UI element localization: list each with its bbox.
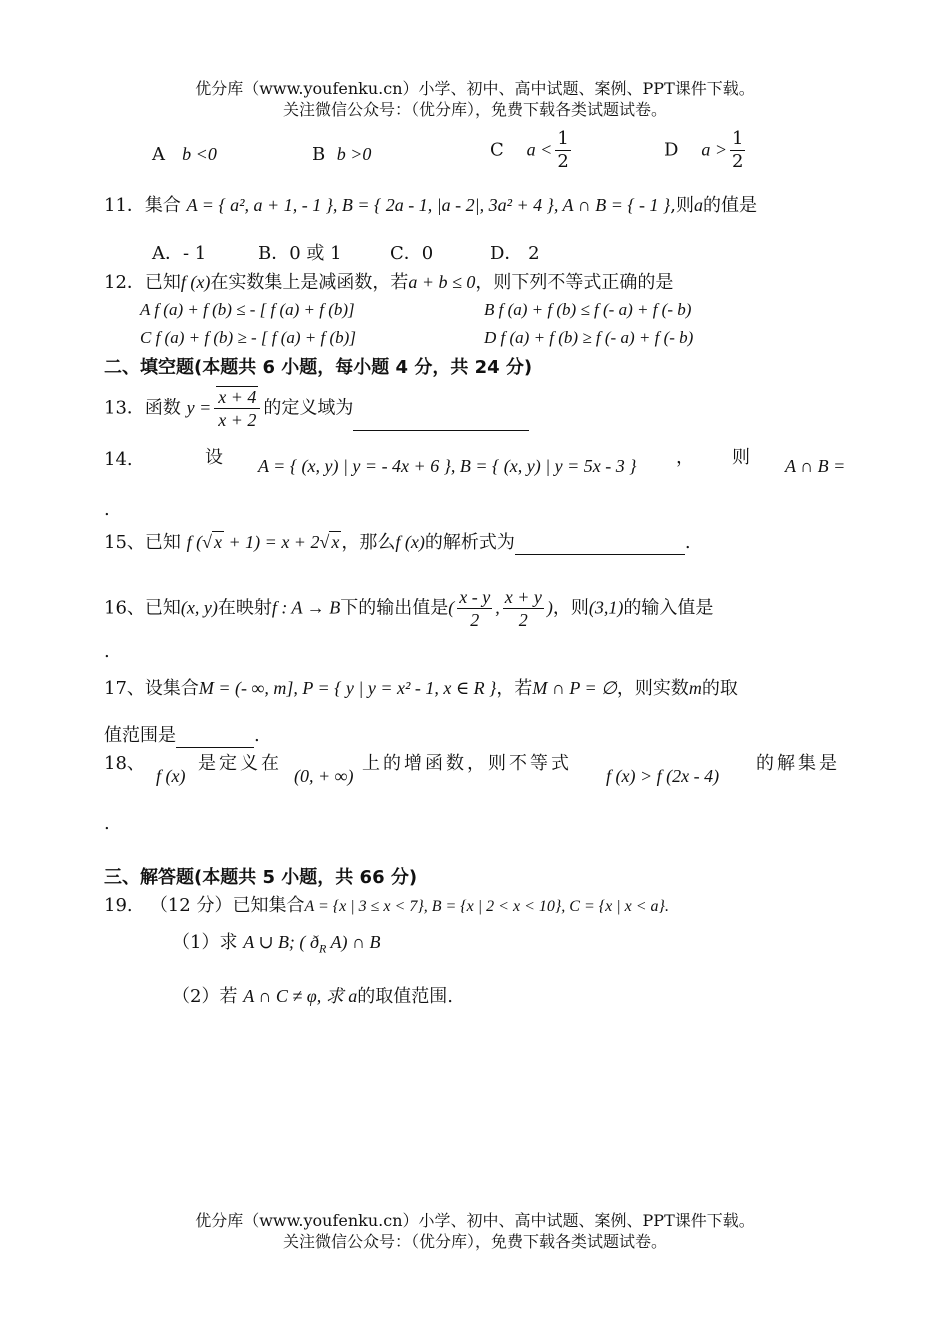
q16-answer-dot: . (104, 641, 110, 662)
q18-number: 18、 (104, 753, 145, 774)
q11-option-d: D． 2 (490, 243, 540, 264)
q12-option-c: C f (a) + f (b) ≥ - [ f (a) + f (b)] (140, 328, 356, 347)
q11-option-b: B．0 或 1 (258, 243, 342, 264)
q18-text3: 的解集是 (756, 753, 840, 774)
q19-part1: （1）求 A ∪ B; ( $ð_R$ A) ∩ B (172, 932, 381, 956)
q14-result: A ∩ B = (785, 456, 846, 476)
q10-option-c: C a < $\frac{1}{2}$ (490, 128, 569, 172)
q12-option-b: B f (a) + f (b) ≤ f (- a) + f (- b) (484, 300, 692, 319)
q19-part2: （2）若 A ∩ C ≠ φ, 求 a的取值范围. (172, 986, 453, 1007)
q17-line2: 值范围是 . (104, 725, 260, 746)
q11-option-c: C．0 (390, 243, 434, 264)
section-fill-in-title: 二、填空题(本题共 6 小题，每小题 4 分，共 24 分) (104, 357, 533, 378)
q14-answer-dot: . (104, 499, 110, 520)
q18-answer-dot: . (104, 813, 110, 834)
q10-option-a: A b <0 (152, 144, 217, 165)
q13-stem: 13．函数 y = $\frac{x + 4}{x + 2}$ 的定义域为 (104, 386, 529, 431)
q10-option-d: D a > $\frac{1}{2}$ (664, 128, 744, 172)
q18-fx: f (x) (156, 766, 186, 786)
q19-stem: 19. （12 分）已知集合A = {x | 3 ≤ x < 7}, B = {x | 2 < x < 10}, C = {x | x < a}. (104, 895, 669, 916)
page-footer-line1: 优分库（www.youfenku.cn）小学、初中、高中试题、案例、PPT课件下载。 (195, 1211, 755, 1230)
q16-stem: 16、已知(x, y)在映射f : A → B下的输出值是( $\frac{x - y}{2}$ , $\frac{x + y}{2}$ )，则(3,1)的输入值是 (104, 587, 714, 630)
q18-inequality: f (x) > f (2x - 4) (606, 766, 720, 786)
q14-then: 则 (732, 447, 750, 468)
page-header-line1: 优分库（www.youfenku.cn）小学、初中、高中试题、案例、PPT课件下载。 (195, 79, 755, 98)
q11-stem: 11．集合 A = { a², a + 1, - 1 }, B = { 2a - 1, |a - 2|, 3a² + 4 }, A ∩ B = { - 1 },则a的值是 (104, 195, 757, 216)
q14-comma: ， (676, 447, 694, 468)
q12-option-d: D f (a) + f (b) ≥ f (- a) + f (- b) (484, 328, 694, 347)
q15-answer-blank[interactable] (515, 534, 685, 555)
q17-stem: 17、设集合M = (- ∞, m], P = { y | y = x² - 1, x ∈ R }，若M ∩ P = ∅，则实数m的取 (104, 678, 738, 699)
q10-option-b: B b >0 (312, 144, 372, 165)
q14-number: 14. (104, 449, 133, 470)
page-header-line2: 关注微信公众号：（优分库），免费下载各类试题试卷。 (282, 100, 667, 119)
q17-answer-blank[interactable] (176, 727, 254, 748)
q18-text2: 上的增函数，则不等式 (362, 753, 572, 774)
q13-answer-blank[interactable] (353, 410, 529, 431)
section-answer-title: 三、解答题(本题共 5 小题，共 66 分) (104, 867, 418, 888)
q12-stem: 12．已知f (x)在实数集上是减函数，若a + b ≤ 0，则下列不等式正确的是 (104, 272, 674, 293)
q14-text: 设 (205, 447, 223, 468)
q11-option-a: A．- 1 (152, 243, 207, 264)
q14-expression: A = { (x, y) | y = - 4x + 6 }, B = { (x, y) | y = 5x - 3 } (258, 456, 637, 476)
q18-text: 是定义在 (198, 753, 282, 774)
page-footer-line2: 关注微信公众号：（优分库），免费下载各类试题试卷。 (282, 1232, 667, 1251)
q12-option-a: A f (a) + f (b) ≤ - [ f (a) + f (b)] (140, 300, 355, 319)
q15-stem: 15、已知 f (√ x + 1) = x + 2√ x ，那么f (x)的解析式为 . (104, 532, 691, 553)
q18-interval: (0, + ∞) (294, 766, 354, 786)
